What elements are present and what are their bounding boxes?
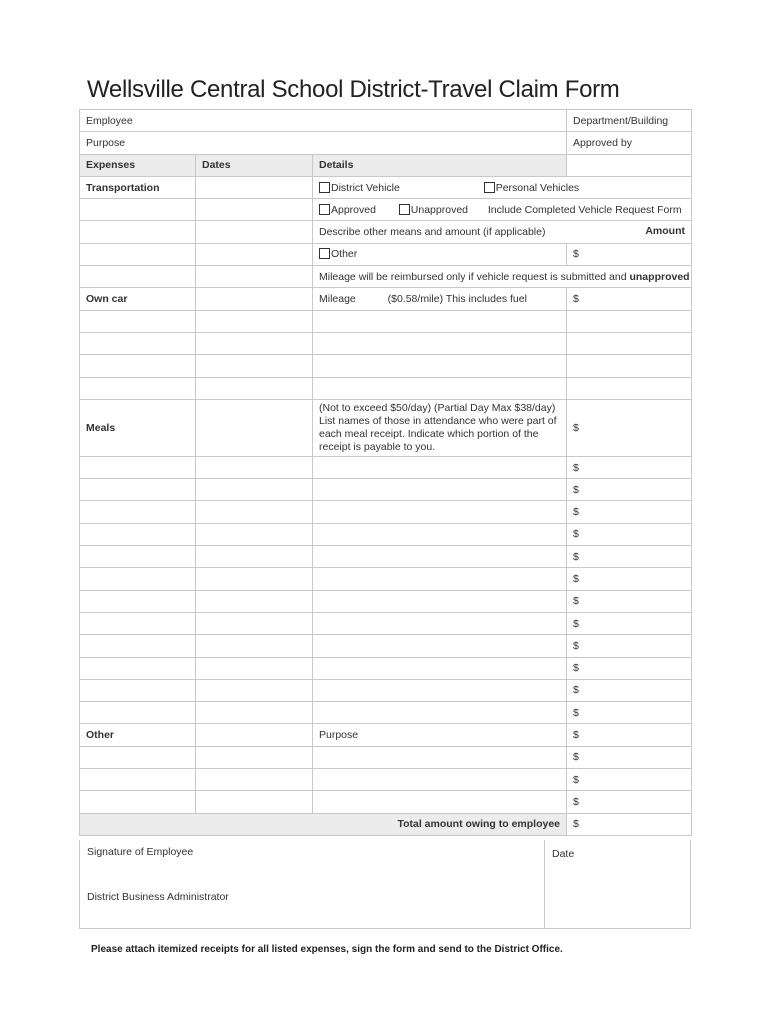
details-cell[interactable] bbox=[313, 702, 567, 724]
expense-line-row bbox=[80, 479, 692, 501]
amount-header-blank bbox=[567, 154, 692, 176]
date-cell[interactable] bbox=[196, 266, 313, 288]
mileage-note: Mileage will be reimbursed only if vehicle request is submitted and bbox=[319, 270, 630, 283]
own-car-label: Own car bbox=[80, 288, 196, 310]
expense-cell[interactable] bbox=[80, 746, 196, 768]
expense-cell[interactable] bbox=[80, 243, 196, 265]
expense-cell[interactable] bbox=[80, 479, 196, 501]
expense-line-row bbox=[80, 635, 692, 657]
purpose-label: Purpose bbox=[86, 136, 126, 149]
amount-cell[interactable] bbox=[567, 501, 692, 523]
expense-line-row bbox=[80, 568, 692, 590]
other-purpose-cell[interactable] bbox=[313, 724, 567, 746]
date-cell[interactable] bbox=[196, 399, 313, 456]
expense-cell[interactable] bbox=[80, 456, 196, 478]
expense-cell[interactable] bbox=[80, 221, 196, 243]
describe-other-label: Describe other means and amount (if applicable) bbox=[319, 226, 546, 239]
dates-header: Dates bbox=[196, 154, 313, 176]
transport-row-5 bbox=[80, 266, 692, 288]
expense-line-row bbox=[80, 746, 692, 768]
own-car-blank-row bbox=[80, 377, 692, 399]
expense-cell[interactable] bbox=[80, 791, 196, 813]
amount-cell[interactable] bbox=[567, 355, 692, 377]
expense-cell[interactable] bbox=[80, 266, 196, 288]
details-cell[interactable] bbox=[313, 310, 567, 332]
approved-label: Approved bbox=[331, 203, 376, 216]
amount-cell[interactable] bbox=[567, 243, 692, 265]
claim-table bbox=[79, 109, 692, 836]
amount-cell[interactable] bbox=[567, 635, 692, 657]
details-cell[interactable] bbox=[313, 377, 567, 399]
mileage-label: Mileage bbox=[319, 293, 356, 306]
transport-row-1 bbox=[80, 176, 692, 198]
date-cell[interactable] bbox=[196, 501, 313, 523]
expense-cell[interactable] bbox=[80, 657, 196, 679]
date-cell[interactable] bbox=[196, 791, 313, 813]
details-cell[interactable] bbox=[313, 546, 567, 568]
amount-cell[interactable] bbox=[567, 310, 692, 332]
footer-instructions: Please attach itemized receipts for all listed expenses, sign the form and send to the District Office. bbox=[91, 944, 563, 955]
amount-cell[interactable] bbox=[567, 523, 692, 545]
approved-by-label: Approved by bbox=[573, 136, 632, 149]
dollar-sign: $ bbox=[573, 773, 579, 786]
meals-label: Meals bbox=[80, 399, 196, 456]
own-car-row bbox=[80, 288, 692, 310]
amount-cell[interactable] bbox=[567, 546, 692, 568]
describe-other-cell bbox=[313, 221, 692, 243]
date-cell[interactable] bbox=[196, 769, 313, 791]
meal-rows bbox=[80, 456, 692, 724]
dollar-sign: $ bbox=[573, 706, 579, 719]
meals-row bbox=[80, 399, 692, 456]
district-vehicle-label: District Vehicle bbox=[331, 181, 400, 194]
other-label: Other bbox=[331, 248, 358, 261]
expense-line-row bbox=[80, 791, 692, 813]
expense-cell[interactable] bbox=[80, 310, 196, 332]
date-cell[interactable] bbox=[196, 377, 313, 399]
details-cell[interactable] bbox=[313, 657, 567, 679]
amount-cell[interactable] bbox=[567, 724, 692, 746]
date-label: Date bbox=[552, 848, 575, 860]
admin-signature-label: District Business Administrator bbox=[87, 891, 229, 903]
amount-cell[interactable] bbox=[567, 702, 692, 724]
dollar-sign: $ bbox=[573, 751, 579, 764]
expense-cell[interactable] bbox=[80, 702, 196, 724]
transport-row-2 bbox=[80, 199, 692, 221]
amount-cell[interactable] bbox=[567, 568, 692, 590]
details-cell[interactable] bbox=[313, 612, 567, 634]
dollar-sign: $ bbox=[573, 595, 579, 608]
transportation-label: Transportation bbox=[80, 176, 196, 198]
dollar-sign: $ bbox=[573, 528, 579, 541]
approved-by-field[interactable] bbox=[567, 132, 692, 154]
signature-divider bbox=[544, 840, 545, 928]
total-row bbox=[80, 813, 692, 835]
dollar-sign: $ bbox=[573, 729, 579, 742]
expense-line-row bbox=[80, 456, 692, 478]
expense-line-row bbox=[80, 657, 692, 679]
date-cell[interactable] bbox=[196, 479, 313, 501]
amount-cell[interactable] bbox=[567, 679, 692, 701]
date-cell[interactable] bbox=[196, 176, 313, 198]
amount-cell[interactable] bbox=[567, 769, 692, 791]
total-amount-cell[interactable] bbox=[567, 813, 692, 835]
expense-line-row bbox=[80, 590, 692, 612]
dollar-sign: $ bbox=[573, 639, 579, 652]
expense-cell[interactable] bbox=[80, 199, 196, 221]
amount-cell[interactable] bbox=[567, 746, 692, 768]
expense-cell[interactable] bbox=[80, 523, 196, 545]
approval-cell bbox=[313, 199, 692, 221]
other-row bbox=[80, 724, 692, 746]
details-cell[interactable] bbox=[313, 456, 567, 478]
include-form-note: Include Completed Vehicle Request Form bbox=[487, 203, 682, 216]
amount-cell[interactable] bbox=[567, 791, 692, 813]
expense-cell[interactable] bbox=[80, 501, 196, 523]
details-cell[interactable] bbox=[313, 355, 567, 377]
expense-cell[interactable] bbox=[80, 679, 196, 701]
other-rows bbox=[80, 746, 692, 813]
date-cell[interactable] bbox=[196, 612, 313, 634]
date-cell[interactable] bbox=[196, 355, 313, 377]
dollar-sign: $ bbox=[573, 483, 579, 496]
transport-row-3 bbox=[80, 221, 692, 243]
own-car-blank-row bbox=[80, 355, 692, 377]
expense-line-row bbox=[80, 523, 692, 545]
date-cell[interactable] bbox=[196, 724, 313, 746]
expense-line-row bbox=[80, 702, 692, 724]
other-means-cell bbox=[313, 243, 567, 265]
expense-cell[interactable] bbox=[80, 355, 196, 377]
purpose-field[interactable] bbox=[80, 132, 567, 154]
mileage-note-cell bbox=[313, 266, 692, 288]
expense-line-row bbox=[80, 612, 692, 634]
purpose-row bbox=[80, 132, 692, 154]
unapproved-label: Unapproved bbox=[410, 203, 469, 216]
dollar-sign: $ bbox=[573, 421, 579, 434]
amount-cell[interactable] bbox=[567, 288, 692, 310]
amount-cell[interactable] bbox=[567, 332, 692, 354]
employee-row bbox=[80, 110, 692, 132]
dollar-sign: $ bbox=[573, 684, 579, 697]
date-cell[interactable] bbox=[196, 243, 313, 265]
date-cell[interactable] bbox=[196, 523, 313, 545]
expense-cell[interactable] bbox=[80, 568, 196, 590]
expense-cell[interactable] bbox=[80, 377, 196, 399]
column-header-row bbox=[80, 154, 692, 176]
details-cell[interactable] bbox=[313, 679, 567, 701]
date-cell[interactable] bbox=[196, 288, 313, 310]
expense-line-row bbox=[80, 769, 692, 791]
details-cell[interactable] bbox=[313, 568, 567, 590]
date-cell[interactable] bbox=[196, 746, 313, 768]
details-cell[interactable] bbox=[313, 501, 567, 523]
own-car-blank-row bbox=[80, 332, 692, 354]
date-cell[interactable] bbox=[196, 679, 313, 701]
details-header: Details bbox=[313, 154, 567, 176]
amount-cell[interactable] bbox=[567, 399, 692, 456]
amount-cell[interactable] bbox=[567, 479, 692, 501]
amount-label: Amount bbox=[645, 225, 686, 238]
date-cell[interactable] bbox=[196, 456, 313, 478]
employee-signature-label: Signature of Employee bbox=[87, 846, 194, 858]
form-title: Wellsville Central School District-Travel Claim Form bbox=[87, 76, 620, 103]
dollar-sign: $ bbox=[573, 662, 579, 675]
meals-note: (Not to exceed $50/day) (Partial Day Max $38/day) List names of those in attendance who were part of each meal receipt. Indicate which portion of the receipt is payable to you. bbox=[313, 399, 567, 456]
dollar-sign: $ bbox=[573, 795, 579, 808]
date-cell[interactable] bbox=[196, 332, 313, 354]
dollar-sign: $ bbox=[573, 461, 579, 474]
mileage-note-bold: unapproved bbox=[629, 270, 690, 283]
personal-vehicles-label: Personal Vehicles bbox=[495, 181, 580, 194]
expense-line-row bbox=[80, 501, 692, 523]
date-cell[interactable] bbox=[196, 657, 313, 679]
date-cell[interactable] bbox=[196, 702, 313, 724]
total-label: Total amount owing to employee bbox=[80, 813, 567, 835]
district-vehicle-checkbox[interactable] bbox=[319, 182, 330, 193]
details-cell[interactable] bbox=[313, 332, 567, 354]
dollar-sign: $ bbox=[573, 617, 579, 630]
details-cell[interactable] bbox=[313, 590, 567, 612]
department-field[interactable] bbox=[567, 110, 692, 132]
expense-cell[interactable] bbox=[80, 612, 196, 634]
date-cell[interactable] bbox=[196, 568, 313, 590]
employee-field[interactable] bbox=[80, 110, 567, 132]
employee-label: Employee bbox=[86, 114, 133, 127]
expense-cell[interactable] bbox=[80, 590, 196, 612]
dollar-sign: $ bbox=[573, 506, 579, 519]
dollar-sign: $ bbox=[573, 550, 579, 563]
other-purpose-label: Purpose bbox=[319, 729, 359, 742]
details-cell[interactable] bbox=[313, 746, 567, 768]
amount-cell[interactable] bbox=[567, 590, 692, 612]
amount-cell[interactable] bbox=[567, 612, 692, 634]
amount-cell[interactable] bbox=[567, 456, 692, 478]
vehicle-type-cell bbox=[313, 176, 692, 198]
mileage-rate: ($0.58/mile) This includes fuel bbox=[387, 293, 527, 306]
other-expense-label: Other bbox=[80, 724, 196, 746]
expense-cell[interactable] bbox=[80, 546, 196, 568]
details-cell[interactable] bbox=[313, 479, 567, 501]
own-car-blank-row bbox=[80, 310, 692, 332]
amount-cell[interactable] bbox=[567, 657, 692, 679]
transport-row-4 bbox=[80, 243, 692, 265]
details-cell[interactable] bbox=[313, 791, 567, 813]
details-cell[interactable] bbox=[313, 769, 567, 791]
details-cell[interactable] bbox=[313, 635, 567, 657]
date-cell[interactable] bbox=[196, 635, 313, 657]
approved-checkbox[interactable] bbox=[319, 204, 330, 215]
expense-cell[interactable] bbox=[80, 332, 196, 354]
dollar-sign: $ bbox=[573, 248, 579, 261]
mileage-cell[interactable] bbox=[313, 288, 567, 310]
date-cell[interactable] bbox=[196, 590, 313, 612]
unapproved-checkbox[interactable] bbox=[399, 204, 410, 215]
department-label: Department/Building bbox=[573, 114, 669, 127]
date-cell[interactable] bbox=[196, 546, 313, 568]
expenses-header: Expenses bbox=[80, 154, 196, 176]
dollar-sign: $ bbox=[573, 572, 579, 585]
other-checkbox[interactable] bbox=[319, 248, 330, 259]
dollar-sign: $ bbox=[573, 818, 579, 831]
amount-cell[interactable] bbox=[567, 377, 692, 399]
signature-block bbox=[79, 840, 691, 929]
details-cell[interactable] bbox=[313, 523, 567, 545]
expense-cell[interactable] bbox=[80, 769, 196, 791]
expense-cell[interactable] bbox=[80, 635, 196, 657]
date-cell[interactable] bbox=[196, 199, 313, 221]
date-cell[interactable] bbox=[196, 310, 313, 332]
dollar-sign: $ bbox=[573, 293, 579, 306]
date-cell[interactable] bbox=[196, 221, 313, 243]
personal-vehicles-checkbox[interactable] bbox=[484, 182, 495, 193]
expense-line-row bbox=[80, 679, 692, 701]
expense-line-row bbox=[80, 546, 692, 568]
